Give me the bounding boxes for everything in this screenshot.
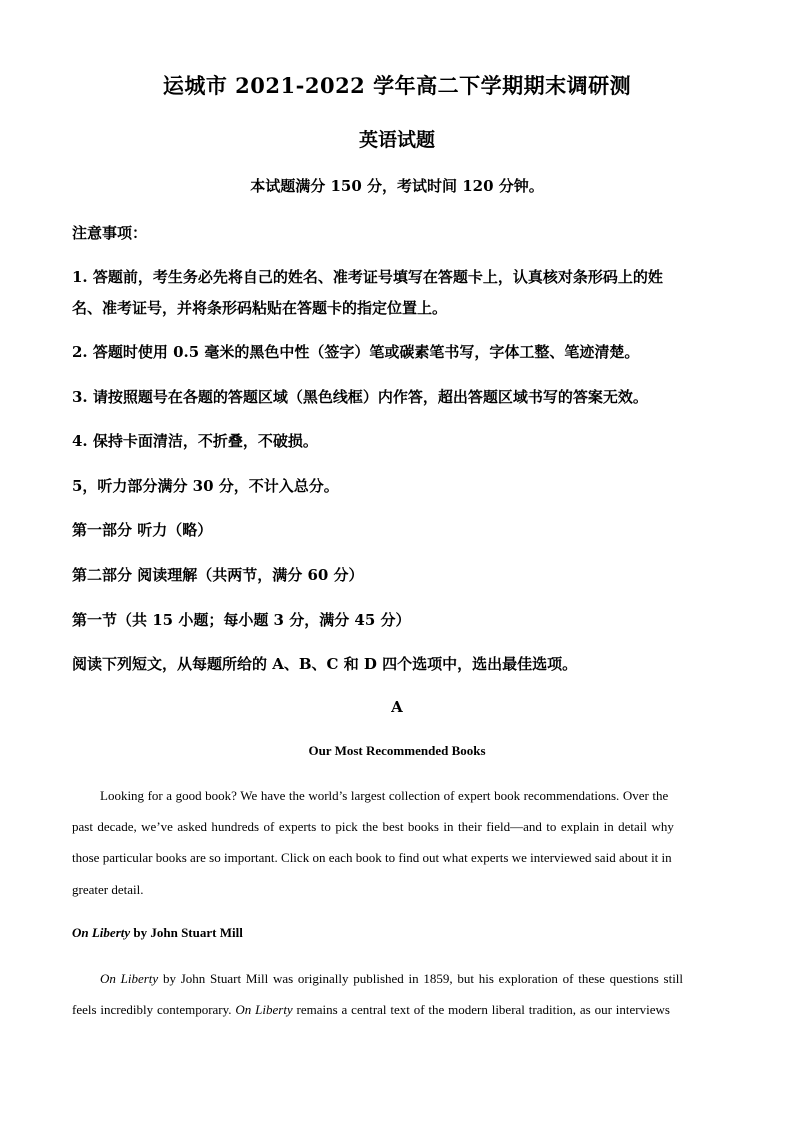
part-2-heading: 第二部分 阅读理解（共两节，满分 60 分）: [72, 566, 364, 584]
section-1-heading: 第一节（共 15 小题；每小题 3 分，满分 45 分）: [72, 611, 411, 629]
intro-line-2: past decade, we’ve asked hundreds of experts to pick the best books in their field—and to explain in detail why: [72, 819, 674, 834]
notice-heading: 注意事项：: [72, 224, 148, 242]
passage-title: Our Most Recommended Books: [308, 743, 486, 758]
exam-info: 本试题满分 150 分，考试时间 120 分钟。: [250, 177, 544, 195]
notice-item-1-line-1: 1. 答题前，考生务必先将自己的姓名、准考证号填写在答题卡上，认真核对条形码上的姓: [72, 268, 663, 286]
notice-item-3: 3. 请按照题号在各题的答题区域（黑色线框）内作答，超出答题区域书写的答案无效。: [72, 388, 648, 406]
notice-item-5: 5，听力部分满分 30 分，不计入总分。: [72, 477, 339, 495]
book-1-paragraph-line-2: [72, 1002, 670, 1018]
passage-letter: A: [391, 698, 403, 716]
book-1-heading: [72, 925, 243, 941]
book-1-line-1-text: by John Stuart Mill was originally published in 1859, but his exploration of these questions still: [158, 971, 684, 986]
reading-instruction: 阅读下列短文，从每题所给的 A、B、C 和 D 四个选项中，选出最佳选项。: [72, 655, 578, 673]
book-1-paragraph-line-1: [100, 971, 683, 987]
exam-title: 运城市 2021-2022 学年高二下学期期末调研测: [162, 73, 632, 98]
notice-item-4: 4. 保持卡面清洁，不折叠，不破损。: [72, 432, 318, 450]
book-1-title: On Liberty: [72, 925, 131, 940]
intro-line-4: greater detail.: [72, 882, 144, 897]
part-1-heading: 第一部分 听力（略）: [72, 521, 213, 539]
book-1-inline-title-2: On Liberty: [235, 1002, 293, 1017]
notice-item-2: 2. 答题时使用 0.5 毫米的黑色中性（签字）笔或碳素笔书写，字体工整、笔迹清楚。: [72, 343, 640, 361]
notice-item-1-line-2: 名、准考证号，并将条形码粘贴在答题卡的指定位置上。: [72, 299, 448, 317]
intro-line-1: Looking for a good book? We have the world’s largest collection of expert book recommendations. Over the: [100, 788, 669, 803]
intro-line-3: those particular books are so important. Click on each book to find out what experts we interviewed said about it in: [72, 850, 672, 865]
book-1-inline-title: On Liberty: [100, 971, 159, 986]
book-1-line-2-text: remains a central text of the modern liberal tradition, as our interviews: [292, 1002, 670, 1017]
exam-subtitle: 英语试题: [358, 129, 435, 151]
book-1-author: by John Stuart Mill: [130, 925, 243, 940]
book-1-line-2-start: feels incredibly contemporary.: [72, 1002, 236, 1017]
